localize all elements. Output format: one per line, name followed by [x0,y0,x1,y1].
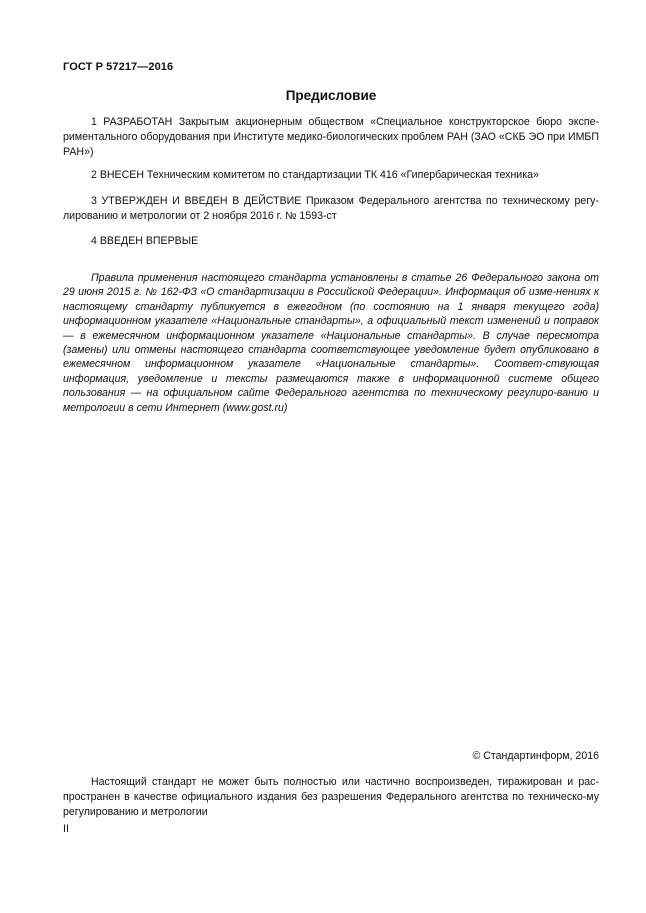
reproduction-notice: Настоящий стандарт не может быть полностью или частично воспроизведен, тиражирован и рас-пространен в качестве официального издания без разрешения Федерального агентства по техническо-му регулированию и метрологии [63,776,599,818]
page-title: Предисловие [285,88,377,103]
copyright-line: © Стандартинформ, 2016 [472,750,599,762]
document-header: ГОСТ Р 57217—2016 [63,61,174,73]
paragraph-introduced-by: 2 ВНЕСЕН Техническим комитетом по стандартизации ТК 416 «Гипербарическая техника» [91,169,539,181]
paragraph-first-introduced: 4 ВВЕДЕН ВПЕРВЫЕ [91,235,199,247]
paragraph-approved: 3 УТВЕРЖДЕН И ВВЕДЕН В ДЕЙСТВИЕ Приказом Федерального агентства по техническому регу-лированию и метрологии от 2 ноября 2016 г. № 1593-ст [63,195,599,222]
application-rules-notice: Правила применения настоящего стандарта установлены в статье 26 Федерального закона от 29 июня 2015 г. № 162-ФЗ «О стандартизации в Российской Федерации». Информация об изме-нениях к настоящему стандарту публикуется в ежегодном (по состоянию на 1 января текущего года) информационном указателе «Национальные стандарты», а официальный текст изменений и поправок — в ежемесячном информационном указателе «Национальные стандарты». В случае пересмотра (замены) или отмены настоящего стандарта соответствующее уведомление будет опубликовано в ежемесячном информационном указателе «Национальные стандарты». Соответ-ствующая информация, уведомление и тексты размещаются также в информационной системе общего пользования — на официальном сайте Федерального агентства по техническому регулиро-ванию и метрологии в сети Интернет (www.gost.ru) [63,272,599,414]
paragraph-developed-by: 1 РАЗРАБОТАН Закрытым акционерным обществом «Специальное конструкторское бюро экспе-риментального оборудования при Институте медико-биологических проблем РАН (ЗАО «СКБ ЭО при ИМБП РАН») [63,116,599,158]
page-number: II [63,823,69,835]
